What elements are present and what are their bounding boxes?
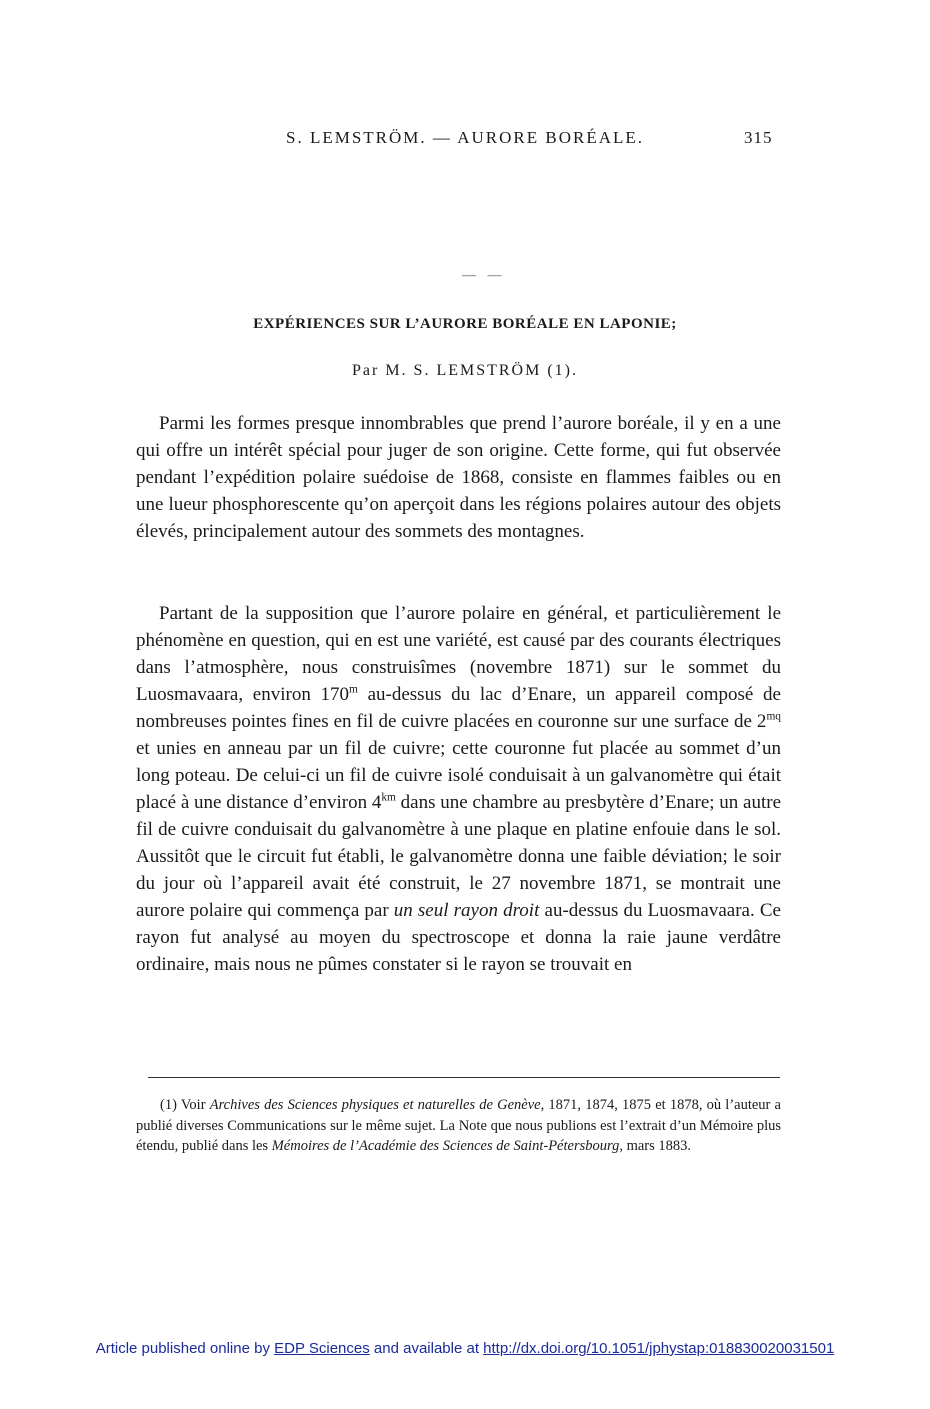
memoires-title: Mémoires de l’Académie des Sciences de Saint-Pétersbourg [271,1138,620,1154]
doi-link[interactable]: http://dx.doi.org/10.1051/jphystap:018830020031501 [483,1340,835,1357]
text-run: , mars 1883. [619,1138,692,1154]
text-run: et unies en anneau par un fil de cuivre; cette couronne fut placée au sommet d’un long poteau. De celui-ci un fil de cuivre isolé conduisait à un galvanomètre qui était placé à une distance d’environ 4 [136,738,781,813]
paragraph-text [136,600,781,978]
unit-superscript: m [349,683,358,696]
article-byline: Par M. S. LEMSTRÖM (1). [351,362,578,379]
text-run: , 1871, 1874, 1875 et 1878, où l’auteur a publié diverses Communications sur le même sujet. La Note que nous publions est l’extrait d’un Mémoire plus étendu, publié dans les [136,1097,781,1154]
text-run: dans une chambre au presbytère d’Enare; un autre fil de cuivre conduisait du galvanomètre à une plaque en platine enfouie dans le sol. Aussitôt que le circuit fut établi, le galvanomètre donna une faible déviation; le soir du jour où l’appareil avait été construit, le 27 novembre 1871, se montrait une aurore polaire qui commença par [136,792,782,921]
page-number: 315 [744,128,773,147]
article-title: EXPÉRIENCES SUR L’AURORE BORÉALE EN LAPONIE; [253,316,677,332]
footer-middle: and available at [369,1340,484,1357]
publication-footer [0,1340,930,1357]
running-head: S. LEMSTRÖM. — AURORE BORÉALE. [286,128,644,147]
section-separator: — — [462,268,506,283]
body-paragraph-1 [136,410,781,545]
journal-title: Archives des Sciences physiques et naturelles de Genève [209,1097,541,1113]
paragraph-text: Parmi les formes presque innombrables que prend l’aurore boréale, il y en a une qui offre un intérêt spécial pour juger de son origine. Cette forme, qui fut observée pendant l’expédition polaire suédoise de 1868, consiste en flammes faibles ou en une lueur phosphorescente qu’on aperçoit dans les régions polaires autour des objets élevés, principalement autour des sommets des montagnes. [136,413,781,542]
publisher-link[interactable]: EDP Sciences [274,1340,370,1357]
footer-prefix: Article published online by [95,1340,275,1357]
body-paragraph-2 [136,600,781,978]
text-run: au-dessus du lac d’Enare, un appareil composé de nombreuses pointes fines en fil de cuivre placées en couronne sur une surface de 2 [136,684,781,732]
unit-superscript: km [381,791,396,804]
text-run: Partant de la supposition que l’aurore polaire en général, et particulièrement le phénomène en question, qui en est une variété, est causé par des courants électriques dans l’atmosphère, nous construisîmes (novembre 1871) sur le sommet du Luosmavaara, environ 170 [136,603,781,705]
unit-superscript: mq [766,710,781,723]
italic-emphasis: un seul rayon droit [393,900,540,921]
text-run: au-dessus du Luosmavaara. Ce rayon fut analysé au moyen du spectroscope et donna la raie jaune verdâtre ordinaire, mais nous ne pûmes constater si le rayon se trouvait en [136,900,781,975]
footnote-rule [148,1077,780,1078]
footnote-marker: (1) [160,1097,177,1113]
footnote [136,1095,781,1157]
text-run: Voir [176,1097,210,1113]
